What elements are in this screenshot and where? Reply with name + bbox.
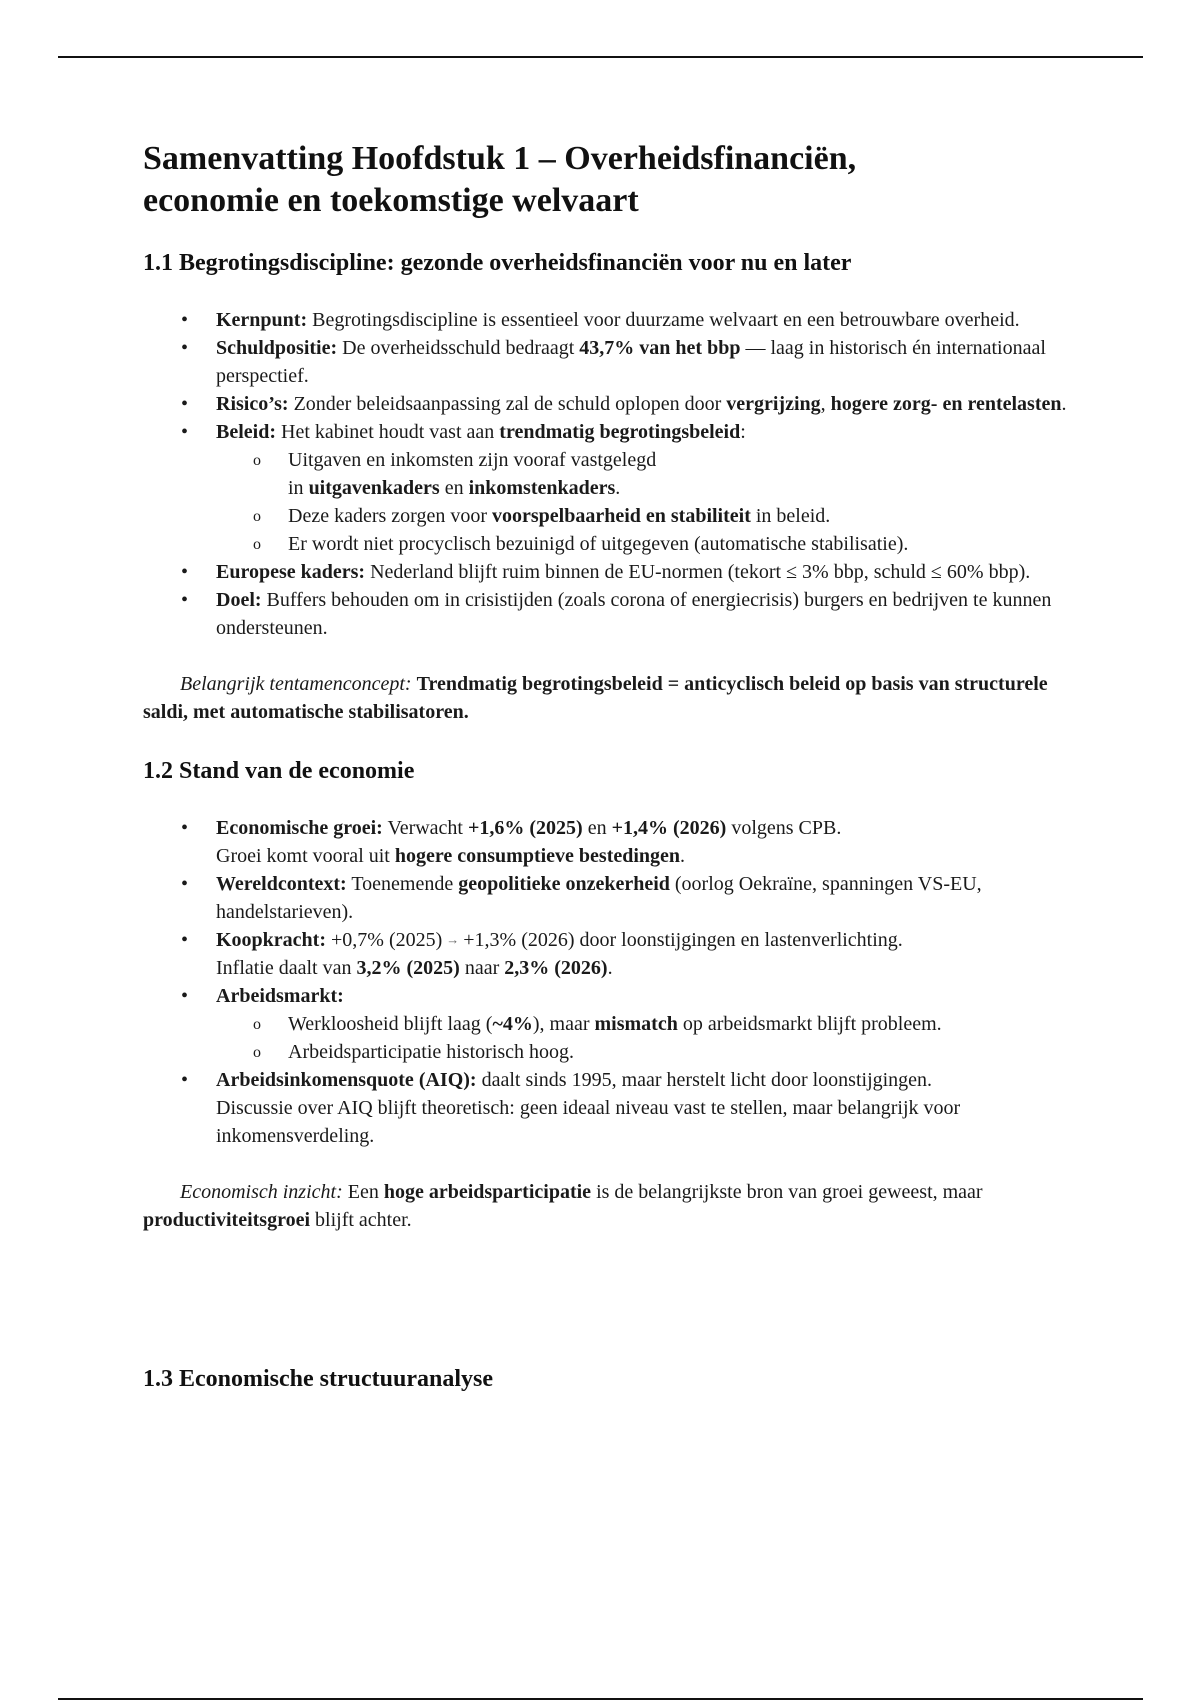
exam-concept-note: Belangrijk tentamenconcept: Trendmatig begrotingsbeleid = anticyclisch beleid op basis van structurele saldi, met automatische stabilisatoren. [143,673,1048,723]
list-item: • Schuldpositie: De overheidsschuld bedraagt 43,7% van het bbp — laag in historisch én internationaal perspectief. [143,334,1073,390]
document-body [143,138,1073,1394]
sub-list-item: o Arbeidsparticipatie historisch hoog. [216,1038,1073,1066]
header-rule [58,56,1143,58]
section-1-2-list [143,814,1073,1150]
economic-insight-note: Economisch inzicht: Een hoge arbeidsparticipatie is de belangrijkste bron van groei geweest, maar productiviteitsgroei blijft achter. [143,1181,983,1231]
list-item: • Risico’s: Zonder beleidsaanpassing zal de schuld oplopen door vergrijzing, hogere zorg- en rentelasten. [143,390,1073,418]
list-item: • Economische groei: Verwacht +1,6% (2025) en +1,4% (2026) volgens CPB. Groei komt vooral uit hogere consumptieve bestedingen. [143,814,1073,870]
sub-list-item: o Deze kaders zorgen voor voorspelbaarheid en stabiliteit in beleid. [216,502,1073,530]
section-1-1-list [143,306,1073,642]
section-heading-1-2: 1.2 Stand van de economie [143,758,415,784]
sub-list-item: o Werkloosheid blijft laag (~4%), maar mismatch op arbeidsmarkt blijft probleem. [216,1010,1073,1038]
sub-list [216,446,1073,558]
list-item: • Wereldcontext: Toenemende geopolitieke onzekerheid (oorlog Oekraïne, spanningen VS-EU, handelstarieven). [143,870,1073,926]
list-item: • Kernpunt: Begrotingsdiscipline is essentieel voor duurzame welvaart en een betrouwbare overheid. [143,306,1073,334]
sub-list [216,1010,1073,1066]
section-heading-1-1: 1.1 Begrotingsdiscipline: gezonde overheidsfinanciën voor nu en later [143,250,852,276]
section-heading-1-3: 1.3 Economische structuuranalyse [143,1366,493,1392]
list-item: • Arbeidsinkomensquote (AIQ): daalt sinds 1995, maar herstelt licht door loonstijgingen. Discussie over AIQ blijft theoretisch: geen ideaal niveau vast te stellen, maar belangrijk voor inkomensverdeling. [143,1066,1073,1150]
list-item: • Koopkracht: +0,7% (2025) → +1,3% (2026) door loonstijgingen en lastenverlichting. Inflatie daalt van 3,2% (2025) naar 2,3% (2026). [143,926,1073,982]
list-item: • Arbeidsmarkt: o Werkloosheid blijft laag (~4%), maar mismatch op arbeidsmarkt blijft probleem. o Arbeidsparticipatie historisch hoog. [143,982,1073,1066]
list-item: • Beleid: Het kabinet houdt vast aan trendmatig begrotingsbeleid: o Uitgaven en inkomsten zijn vooraf vastgelegd in uitgavenkaders en inkomstenkaders. o Deze kaders zorgen voor voorspelbaarheid en stabiliteit in beleid. o Er wordt niet procyclisch bezuinigd of uitgegeven (automatische stabilisatie). [143,418,1073,558]
page-title-line2: economie en toekomstige welvaart [143,182,639,219]
list-item: • Europese kaders: Nederland blijft ruim binnen de EU-normen (tekort ≤ 3% bbp, schuld ≤ 60% bbp). [143,558,1073,586]
sub-list-item: o Er wordt niet procyclisch bezuinigd of uitgegeven (automatische stabilisatie). [216,530,1073,558]
list-item: • Doel: Buffers behouden om in crisistijden (zoals corona of energiecrisis) burgers en bedrijven te kunnen ondersteunen. [143,586,1073,642]
page-title-line1: Samenvatting Hoofdstuk 1 – Overheidsfinanciën, [143,140,857,177]
arrow-right-icon: → [446,932,460,947]
sub-list-item: o Uitgaven en inkomsten zijn vooraf vastgelegd in uitgavenkaders en inkomstenkaders. [216,446,1073,502]
page-title [143,138,1073,222]
